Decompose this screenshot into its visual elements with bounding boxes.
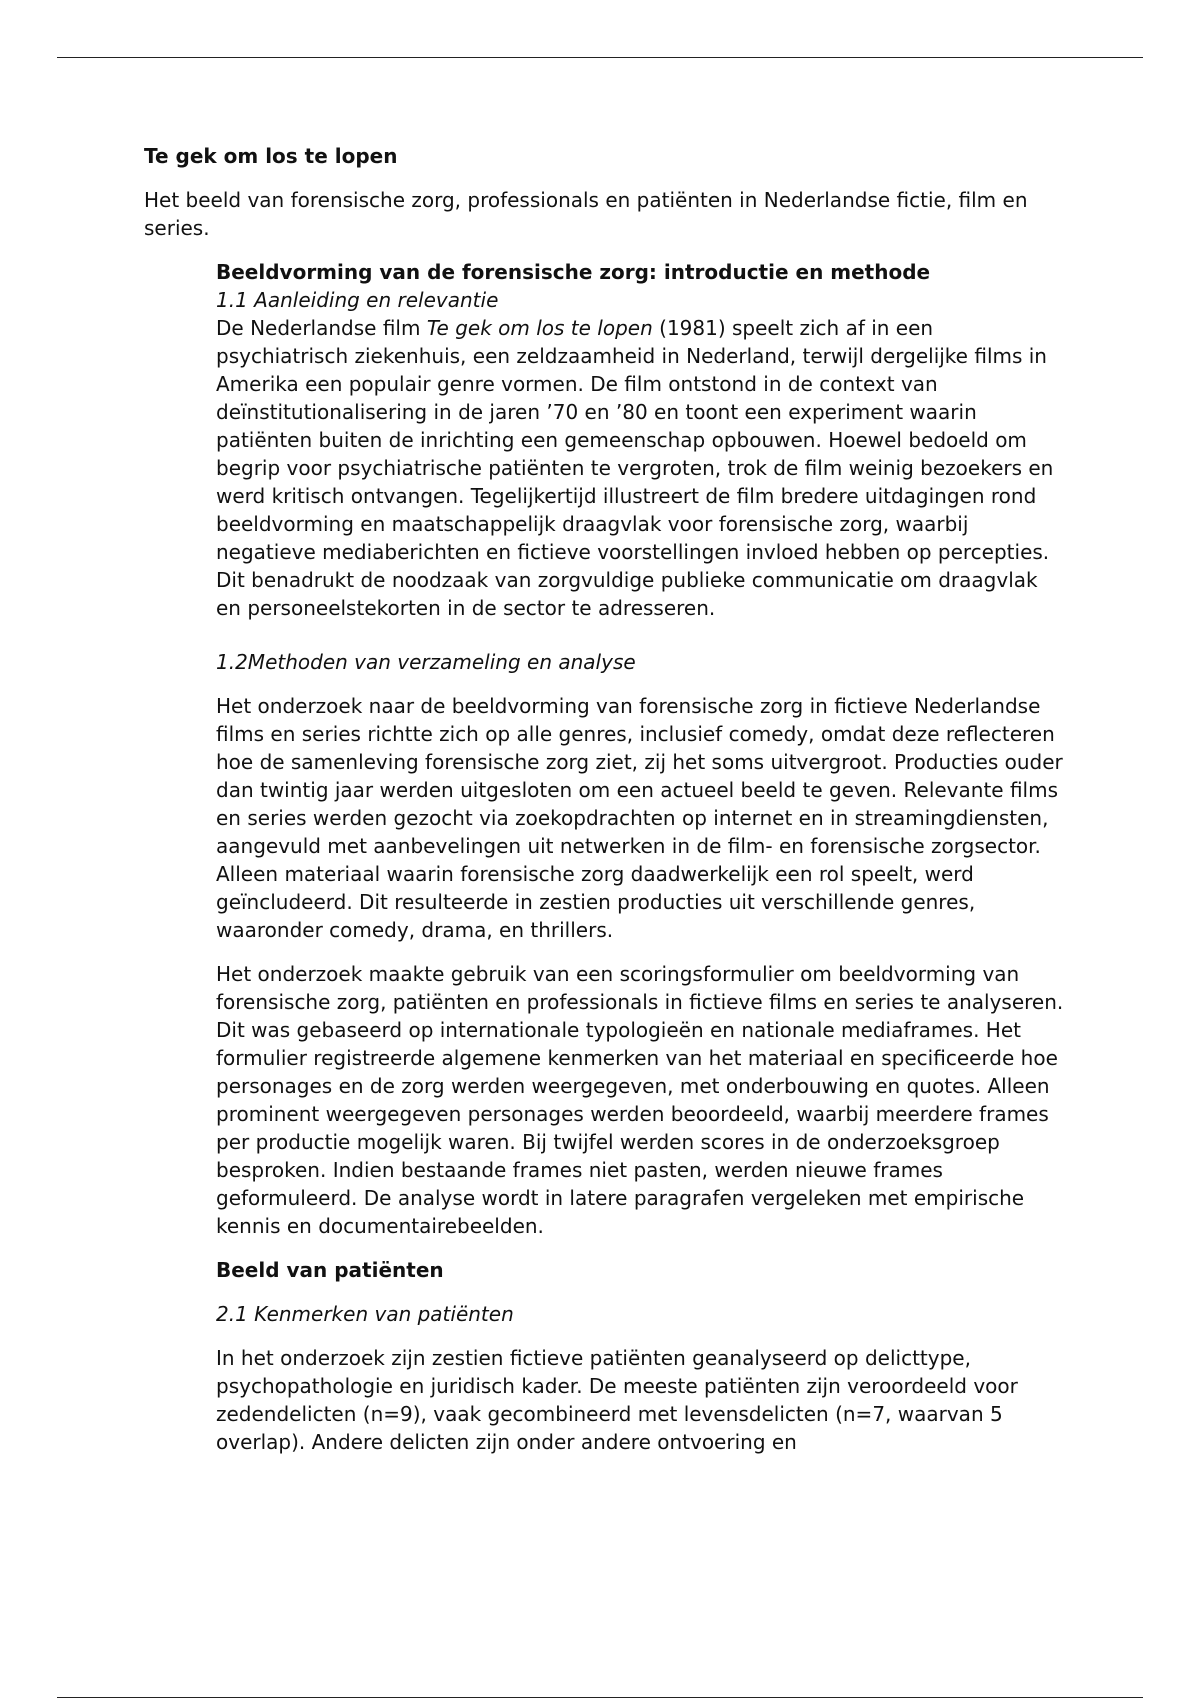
header-rule xyxy=(57,57,1143,58)
film-title: Te gek om los te lopen xyxy=(426,316,653,340)
paragraph-methoden-2: Het onderzoek maakte gebruik van een scoringsformulier om beeldvorming van forensische zorg, patiënten en professionals in fictieve films en series te analyseren. Dit was gebaseerd op internationale typologieën en nationale mediaframes. Het formulier registreerde algemene kenmerken van het materiaal en specificeerde hoe personages en de zorg werden weergegeven, met onderbouwing en quotes. Alleen prominent weergegeven personages werden beoordeeld, waarbij meerdere frames per productie mogelijk waren. Bij twijfel werden scores in de onderzoeksgroep besproken. Indien bestaande frames niet pasten, werden nieuwe frames geformuleerd. De analyse wordt in latere paragrafen vergeleken met empirische kennis en documentairebeelden. xyxy=(216,962,1064,1238)
footer-rule xyxy=(57,1697,1143,1698)
subsection-heading-2-1: 2.1 Kenmerken van patiënten xyxy=(216,1302,514,1326)
paragraph-aanleiding xyxy=(216,314,1066,622)
subsection-heading-1-1: 1.1 Aanleiding en relevantie xyxy=(216,288,499,312)
paragraph-methoden-1: Het onderzoek naar de beeldvorming van forensische zorg in fictieve Nederlandse films en series richtte zich op alle genres, inclusief comedy, omdat deze reflecteren hoe de samenleving forensische zorg ziet, zij het soms uitvergroot. Producties ouder dan twintig jaar werden uitgesloten om een actueel beeld te geven. Relevante films en series werden gezocht via zoekopdrachten op internet en in streamingdiensten, aangevuld met aanbevelingen uit netwerken in de film- en forensische zorgsector. Alleen materiaal waarin forensische zorg daadwerkelijk een rol speelt, werd geïncludeerd. Dit resulteerde in zestien producties uit verschillende genres, waaronder comedy, drama, en thrillers. xyxy=(216,694,1063,942)
section-heading-introduction: Beeldvorming van de forensische zorg: introductie en methode xyxy=(216,260,931,284)
document-subtitle: Het beeld van forensische zorg, professionals en patiënten in Nederlandse fictie, film en series. xyxy=(144,188,1028,240)
document-title: Te gek om los te lopen xyxy=(144,144,398,168)
paragraph-text: De Nederlandse film xyxy=(216,316,427,340)
section-heading-patienten: Beeld van patiënten xyxy=(216,1258,444,1282)
document-body xyxy=(216,258,1066,1456)
paragraph-text: (1981) speelt zich af in een psychiatrisch ziekenhuis, een zeldzaamheid in Nederland, terwijl dergelijke films in Amerika een populair genre vormen. De film ontstond in de context van deïnstitutionalisering in de jaren ’70 en ’80 en toont een experiment waarin patiënten buiten de inrichting een gemeenschap opbouwen. Hoewel bedoeld om begrip voor psychiatrische patiënten te vergroten, trok de film weinig bezoekers en werd kritisch ontvangen. Tegelijkertijd illustreert de film bredere uitdagingen rond beeldvorming en maatschappelijk draagvlak voor forensische zorg, waarbij negatieve mediaberichten en fictieve voorstellingen invloed hebben op percepties. Dit benadrukt de noodzaak van zorgvuldige publieke communicatie om draagvlak en personeelstekorten in de sector te adresseren. xyxy=(216,316,1054,620)
subsection-heading-1-2: 1.2Methoden van verzameling en analyse xyxy=(216,650,636,674)
paragraph-kenmerken: In het onderzoek zijn zestien fictieve patiënten geanalyseerd op delicttype, psychopathologie en juridisch kader. De meeste patiënten zijn veroordeeld voor zedendelicten (n=9), vaak gecombineerd met levensdelicten (n=7, waarvan 5 overlap). Andere delicten zijn onder andere ontvoering en xyxy=(216,1346,1018,1454)
